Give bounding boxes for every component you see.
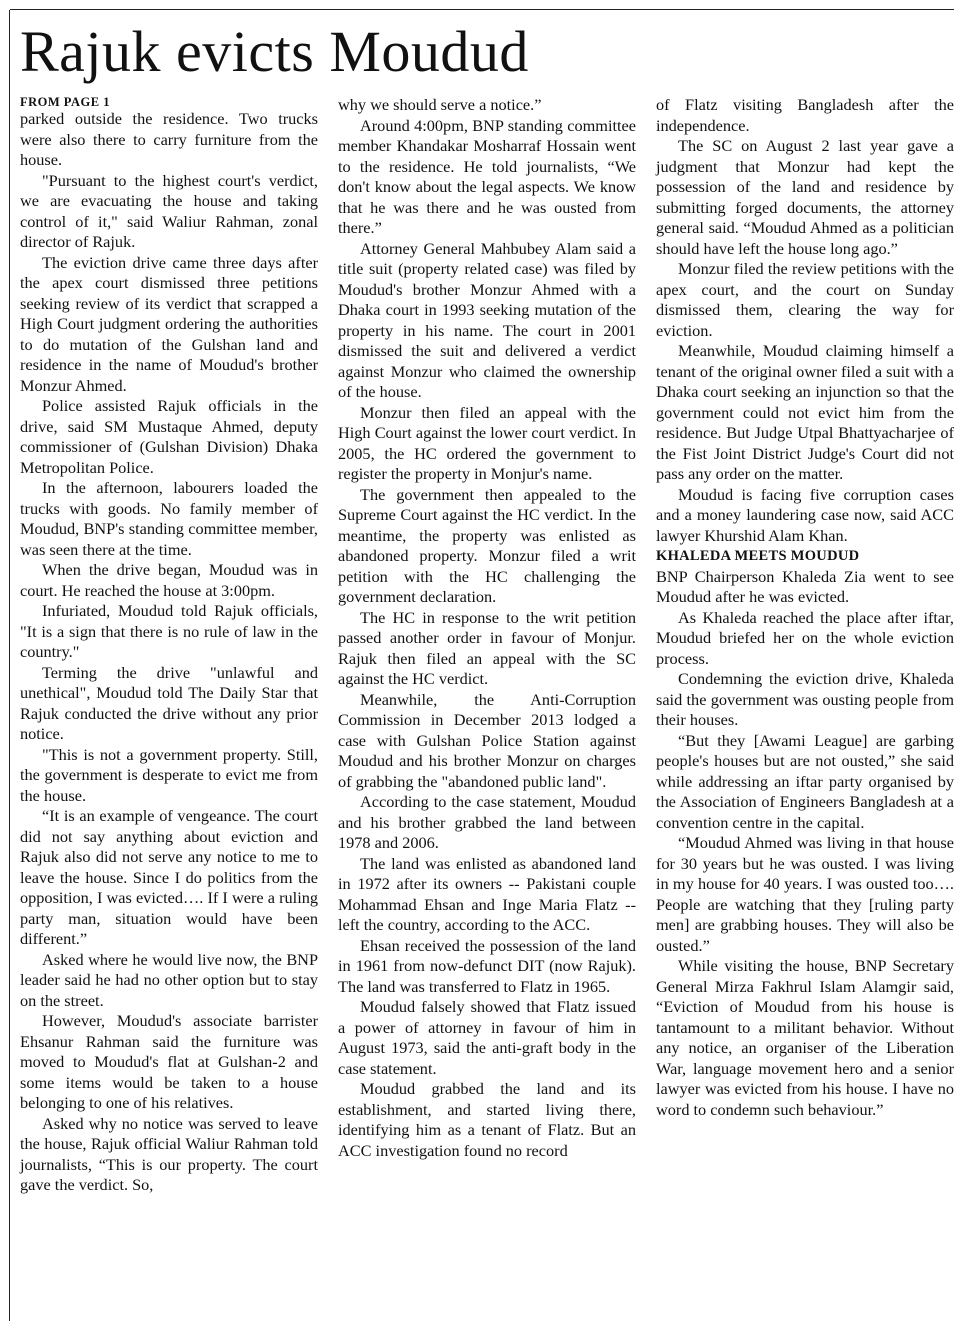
paragraph: “Moudud Ahmed was living in that house for 30 years but he was ousted. I was living in my house for 40 years. I was ousted too…. People are watching that they [ruling party men] are grabbing houses. They will also be ousted.” — [656, 833, 954, 955]
paragraph: “It is an example of vengeance. The court did not say anything about eviction and Rajuk also did not serve any notice to me to leave the house. Since I do politics from the opposition, I was evicted…. If I were a ruling party man, situation would have been different.” — [20, 806, 318, 948]
paragraph: As Khaleda reached the place after iftar, Moudud briefed her on the whole eviction process. — [656, 607, 954, 668]
paragraph: The government then appealed to the Supreme Court against the HC verdict. In the meantime, the property was enlisted as abandoned property. Monzur filed a writ petition with the HC challenging the government declaration. — [338, 484, 636, 606]
article-column-1 — [20, 95, 318, 1196]
paragraph: The land was enlisted as abandoned land in 1972 after its owners -- Pakistani couple Mohammad Ehsan and Inge Maria Flatz -- left the country, according to the ACC. — [338, 853, 636, 934]
paragraph: Around 4:00pm, BNP standing committee member Khandakar Mosharraf Hossain went to the residence. He told journalists, “We don't know about the legal aspects. We know that he was there and he was ousted from there.” — [338, 115, 636, 237]
top-rule — [10, 9, 954, 10]
paragraph: “But they [Awami League] are garbing people's houses but are not ousted,” she said while addressing an iftar party organised by the Association of Engineers Bangladesh at a convention centre in the capital. — [656, 730, 954, 832]
paragraph: When the drive began, Moudud was in court. He reached the house at 3:00pm. — [20, 560, 318, 600]
paragraph: BNP Chairperson Khaleda Zia went to see Moudud after he was evicted. — [656, 566, 954, 606]
paragraph: Moudud grabbed the land and its establishment, and started living there, identifying him as a tenant of Flatz. But an ACC investigation found no record — [338, 1079, 636, 1160]
paragraph: Condemning the eviction drive, Khaleda said the government was ousting people from their houses. — [656, 669, 954, 729]
paragraph: According to the case statement, Moudud and his brother grabbed the land between 1978 and 2006. — [338, 792, 636, 852]
paragraph: parked outside the residence. Two trucks were also there to carry furniture from the house. — [20, 109, 318, 169]
paragraph: "This is not a government property. Still, the government is desperate to evict me from the house. — [20, 744, 318, 805]
paragraph: However, Moudud's associate barrister Ehsanur Rahman said the furniture was moved to Moudud's flat at Gulshan-2 and some items would be taken to a house belonging to one of his relatives. — [20, 1011, 318, 1112]
article-column-3 — [656, 95, 954, 1120]
kicker: FROM PAGE 1 — [20, 95, 110, 109]
paragraph: Police assisted Rajuk officials in the drive, said SM Mustaque Ahmed, deputy commissioner of (Gulshan Division) Dhaka Metropolitan Police. — [20, 396, 318, 477]
section-subhead: KHALEDA MEETS MOUDUD — [656, 548, 860, 564]
paragraph: In the afternoon, labourers loaded the trucks with goods. No family member of Moudud, BNP's standing committee member, was seen there at the time. — [20, 478, 318, 559]
paragraph: Terming the drive "unlawful and unethical", Moudud told The Daily Star that Rajuk conducted the drive without any prior notice. — [20, 662, 318, 743]
paragraph: Infuriated, Moudud told Rajuk officials, "It is a sign that there is no rule of law in the country." — [20, 601, 318, 661]
paragraph: Asked where he would live now, the BNP leader said he had no other option but to stay on the street. — [20, 949, 318, 1010]
paragraph: The SC on August 2 last year gave a judgment that Monzur had kept the possession of the land and residence by submitting forged documents, the attorney general said. “Moudud Ahmed as a politician should have left the house long ago.” — [656, 136, 954, 258]
paragraph: Attorney General Mahbubey Alam said a title suit (property related case) was filed by Moudud's brother Monzur Ahmed with a Dhaka court in 1993 seeking mutation of the property in his name. The court in 2001 dismissed the suit and delivered a verdict against Monzur who claimed the ownership of the house. — [338, 238, 636, 401]
paragraph: The eviction drive came three days after the apex court dismissed three petitions seeking review of its verdict that scrapped a High Court judgment ordering the authorities to do mutation of the Gulshan land and residence in the name of Moudud's brother Monzur Ahmed. — [20, 252, 318, 395]
paragraph: why we should serve a notice.” — [338, 95, 542, 114]
left-rule — [9, 10, 10, 1321]
paragraph: "Pursuant to the highest court's verdict, we are evacuating the house and taking control of it," said Waliur Rahman, zonal director of Rajuk. — [20, 170, 318, 251]
article-column-2 — [338, 95, 636, 1161]
paragraph: Meanwhile, Moudud claiming himself a tenant of the original owner filed a suit with a Dhaka court seeking an injunction so that the government could not evict him from the residence. But Judge Utpal Bhattyacharjee of the Fist Joint District Judge's Court did not pass any order on the matter. — [656, 341, 954, 483]
paragraph: Moudud falsely showed that Flatz issued a power of attorney in favour of him in August 1973, said the anti-graft body in the case statement. — [338, 997, 636, 1078]
paragraph: Moudud is facing five corruption cases and a money laundering case now, said ACC lawyer Khurshid Alam Khan. — [656, 484, 954, 545]
paragraph: Monzur filed the review petitions with the apex court, and the court on Sunday dismissed them, clearing the way for eviction. — [656, 259, 954, 340]
paragraph: The HC in response to the writ petition passed another order in favour of Monjur. Rajuk then filed an appeal with the SC against the HC verdict. — [338, 607, 636, 688]
paragraph: Meanwhile, the Anti-Corruption Commission in December 2013 lodged a case with Gulshan Police Station against Moudud and his brother Monzur on charges of grabbing the "abandoned public land". — [338, 689, 636, 791]
paragraph: While visiting the house, BNP Secretary General Mirza Fakhrul Islam Alamgir said, “Eviction of Moudud from his house is tantamount to a militant behavior. Without any notice, an organiser of the Liberation War, language movement hero and a senior lawyer was evicted from his house. I have no word to condemn such behaviour.” — [656, 956, 954, 1119]
paragraph: Ehsan received the possession of the land in 1961 from now-defunct DIT (now Rajuk). The land was transferred to Flatz in 1965. — [338, 935, 636, 996]
paragraph: Monzur then filed an appeal with the High Court against the lower court verdict. In 2005, the HC ordered the government to register the property in Monjur's name. — [338, 402, 636, 483]
headline: Rajuk evicts Moudud — [20, 19, 529, 84]
paragraph: of Flatz visiting Bangladesh after the independence. — [656, 95, 954, 135]
paragraph: Asked why no notice was served to leave the house, Rajuk official Waliur Rahman told journalists, “This is our property. The court gave the verdict. So, — [20, 1113, 318, 1194]
